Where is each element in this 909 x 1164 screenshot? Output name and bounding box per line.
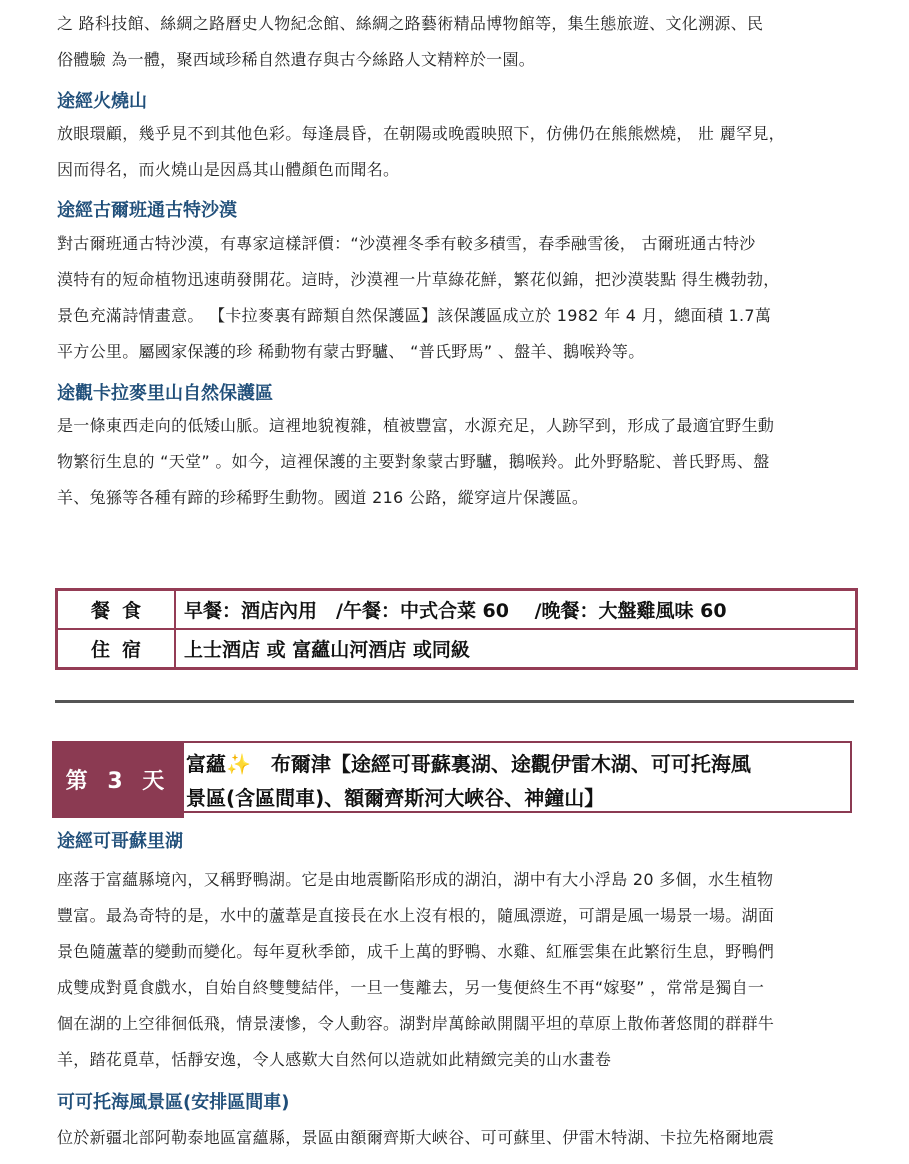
text-line: 個在湖的上空徘徊低飛，情景淒慘，令人動容。湖對岸萬餘畝開闊平坦的草原上散佈著悠閒的群群牛 (57, 1014, 775, 1033)
table-row (57, 590, 857, 630)
text-line: 座落于富蘊縣境內，又稱野鴨湖。它是由地震斷陷形成的湖泊，湖中有大小浮島 20 多個，水生植物 (57, 870, 774, 889)
meal-value: 早餐：酒店內用 /午餐：中式合菜 60 /晚餐：大盤雞風味 60 (175, 590, 857, 630)
text-line: 因而得名，而火燒山是因爲其山體顏色而聞名。 (57, 160, 400, 179)
section-heading: 途經火燒山 (57, 91, 147, 112)
text-line: 之 路科技館、絲綢之路曆史人物紀念館、絲綢之路藝術精品博物館等，集生態旅遊、文化溯源、民 (57, 14, 764, 33)
section-paragraph (57, 116, 857, 188)
section-heading: 途經古爾班通古特沙漠 (57, 200, 237, 221)
meals-lodging-table (55, 588, 858, 670)
section-paragraph (57, 226, 857, 370)
meal-label: 餐食 (57, 590, 176, 630)
stay-value: 上士酒店 或 富蘊山河酒店 或同級 (175, 629, 857, 669)
text-line: 漠特有的短命植物迅速萌發開花。這時，沙漠裡一片草綠花鮮，繁花似錦，把沙漠裝點 得生機勃勃， (57, 270, 780, 289)
day-title-start: 富蘊 (186, 752, 226, 776)
section-heading: 途經可哥蘇里湖 (57, 831, 183, 852)
section-paragraph (57, 408, 857, 516)
text-line: 景色隨蘆葦的變動而變化。每年夏秋季節，成千上萬的野鴨、水雞、紅雁雲集在此繁衍生息，野鴨們 (57, 942, 775, 961)
text-line: 成雙成對覓食戲水，自始自終雙雙結伴，一旦一隻離去，另一隻便終生不再“嫁娶” ，常常是獨自一 (57, 978, 765, 997)
intro-paragraph (57, 6, 857, 78)
text-line: 對古爾班通古特沙漠，有專家這樣評價：“沙漠裡冬季有較多積雪，春季融雪後， 古爾班通古特沙 (57, 234, 756, 253)
section-paragraph (57, 1120, 857, 1156)
text-line: 羊、兔猻等各種有蹄的珍稀野生動物。國道 216 公路，縱穿這片保護區。 (57, 488, 589, 507)
table-row (57, 629, 857, 669)
section-divider (55, 700, 854, 703)
text-line: 是一條東西走向的低矮山脈。這裡地貌複雜，植被豐富，水源充足，人跡罕到，形成了最適宜野生動 (57, 416, 775, 435)
section-paragraph (57, 862, 857, 1078)
day-title-rest: 布爾津【途經可哥蘇裏湖、途觀伊雷木湖、可可托海風 (250, 752, 751, 776)
day-badge: 第 3 天 (52, 741, 184, 818)
day-title (184, 741, 852, 813)
day-title-line: 景區(含區間車)、額爾齊斯河大峽谷、神鐘山】 (186, 786, 605, 810)
text-line: 羊，踏花覓草，恬靜安逸，令人感歎大自然何以造就如此精緻完美的山水畫卷 (57, 1050, 612, 1069)
text-line: 俗體驗 為一體，聚西域珍稀自然遺存與古今絲路人文精粹於一園。 (57, 50, 536, 69)
section-heading: 途觀卡拉麥里山自然保護區 (57, 383, 273, 404)
text-line: 位於新疆北部阿勒泰地區富蘊縣，景區由額爾齊斯大峽谷、可可蘇里、伊雷木特湖、卡拉先格爾地震 (57, 1128, 775, 1147)
section-heading: 可可托海風景區(安排區間車) (57, 1092, 290, 1113)
sparkle-icon: ✨ (226, 752, 251, 776)
stay-label: 住宿 (57, 629, 176, 669)
day-title-line (186, 747, 850, 781)
text-line: 物繁衍生息的 “天堂” 。如今，這裡保護的主要對象蒙古野驢，鵝喉羚。此外野駱駝、普氏野馬、盤 (57, 452, 770, 471)
text-line: 景色充滿詩情畫意。 【卡拉麥裏有蹄類自然保護區】該保護區成立於 1982 年 4 月，總面積 1.7萬 (57, 306, 772, 325)
text-line: 豐富。最為奇特的是，水中的蘆葦是直接長在水上沒有根的，隨風漂遊，可謂是風一場景一場。湖面 (57, 906, 775, 925)
text-line: 放眼環顧，幾乎見不到其他色彩。每逢晨昏，在朝陽或晚霞映照下，仿佛仍在熊熊燃燒， 壯 麗罕見， (57, 124, 785, 143)
text-line: 平方公里。屬國家保護的珍 稀動物有蒙古野驢、 “普氏野馬” 、盤羊、鵝喉羚等。 (57, 342, 645, 361)
